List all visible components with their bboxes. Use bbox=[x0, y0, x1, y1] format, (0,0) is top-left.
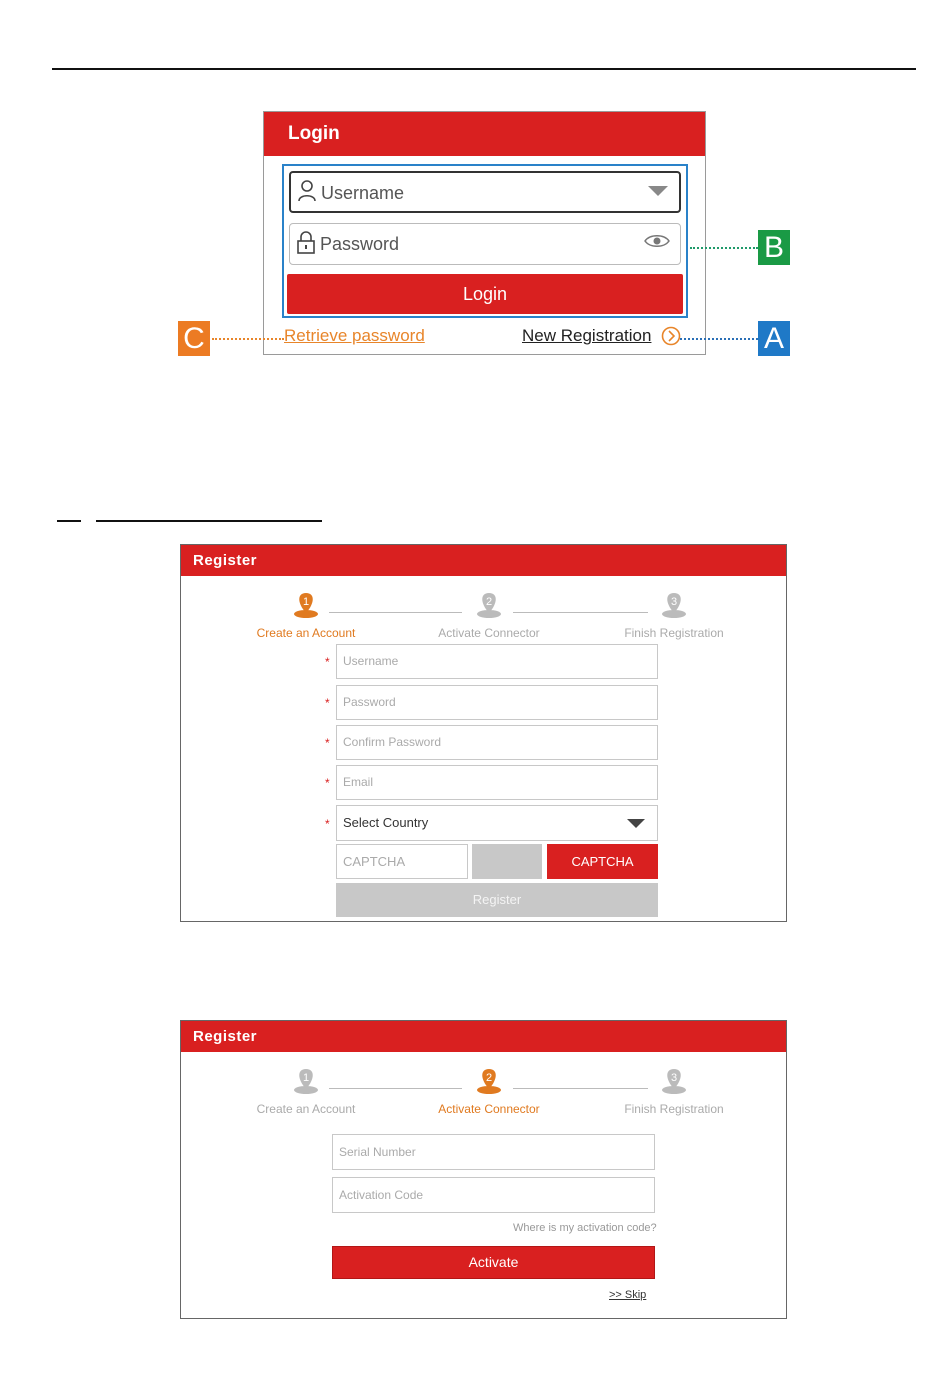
step-create-account bbox=[226, 1065, 386, 1116]
heading-rule-short bbox=[57, 520, 81, 522]
confirm-password-input[interactable]: Confirm Password bbox=[336, 725, 658, 760]
callout-c-line bbox=[212, 338, 284, 340]
step-label: Create an Account bbox=[256, 626, 356, 640]
step-marker-icon bbox=[226, 589, 386, 622]
svg-text:3: 3 bbox=[670, 596, 678, 608]
svg-text:3: 3 bbox=[670, 1072, 678, 1084]
callout-b-line bbox=[690, 247, 758, 249]
svg-text:1: 1 bbox=[302, 1072, 310, 1084]
required-mark: * bbox=[325, 655, 330, 669]
required-mark: * bbox=[325, 817, 330, 831]
username-placeholder: Username bbox=[321, 183, 405, 203]
captcha-input[interactable]: CAPTCHA bbox=[336, 844, 468, 879]
register-panel-step1 bbox=[180, 544, 787, 922]
skip-link[interactable]: >> Skip bbox=[609, 1289, 647, 1301]
callout-a-line bbox=[680, 338, 758, 340]
step-label: Finish Registration bbox=[624, 1102, 724, 1116]
activation-code-help-link[interactable]: Where is my activation code? bbox=[513, 1222, 657, 1234]
step-label: Activate Connector bbox=[438, 1102, 540, 1116]
captcha-refresh-button[interactable]: CAPTCHA bbox=[547, 844, 658, 879]
step-activate-connector bbox=[409, 589, 569, 640]
captcha-image bbox=[472, 844, 542, 879]
svg-text:1: 1 bbox=[302, 596, 310, 608]
step-marker-icon bbox=[409, 589, 569, 622]
required-mark: * bbox=[325, 736, 330, 750]
step-finish-registration bbox=[594, 589, 754, 640]
step-marker-icon bbox=[226, 1065, 386, 1098]
required-mark: * bbox=[325, 696, 330, 710]
step-marker-icon bbox=[594, 589, 754, 622]
step-marker-icon bbox=[594, 1065, 754, 1098]
password-field[interactable] bbox=[289, 223, 681, 265]
login-button[interactable]: Login bbox=[287, 274, 683, 314]
register-button[interactable]: Register bbox=[336, 883, 658, 917]
svg-text:2: 2 bbox=[485, 596, 493, 608]
login-panel bbox=[263, 111, 706, 355]
register-title: Register bbox=[181, 1021, 786, 1052]
step-label: Create an Account bbox=[256, 1102, 356, 1116]
chevron-down-icon[interactable] bbox=[647, 182, 669, 203]
step-marker-icon bbox=[409, 1065, 569, 1098]
heading-rule-long bbox=[96, 520, 322, 522]
chevron-down-icon bbox=[627, 819, 645, 828]
step-label: Finish Registration bbox=[624, 626, 724, 640]
country-select[interactable] bbox=[336, 805, 658, 841]
step-finish-registration bbox=[594, 1065, 754, 1116]
password-placeholder: Password bbox=[320, 234, 400, 254]
callout-c-label: C bbox=[178, 321, 210, 356]
login-title: Login bbox=[264, 112, 705, 156]
lock-icon bbox=[296, 231, 316, 260]
new-registration-link[interactable]: New Registration bbox=[522, 326, 652, 345]
callout-a-label: A bbox=[758, 321, 790, 356]
username-input[interactable]: Username bbox=[336, 644, 658, 679]
step-create-account bbox=[226, 589, 386, 640]
user-icon bbox=[297, 180, 317, 207]
activate-button[interactable]: Activate bbox=[332, 1246, 655, 1279]
required-mark: * bbox=[325, 776, 330, 790]
top-rule bbox=[52, 68, 916, 70]
serial-number-input[interactable]: Serial Number bbox=[332, 1134, 655, 1170]
password-input[interactable]: Password bbox=[336, 685, 658, 720]
username-field[interactable] bbox=[289, 171, 681, 213]
step-label: Activate Connector bbox=[438, 626, 540, 640]
country-select-value: Select Country bbox=[343, 815, 429, 830]
svg-text:2: 2 bbox=[485, 1072, 493, 1084]
activation-code-input[interactable]: Activation Code bbox=[332, 1177, 655, 1213]
register-title: Register bbox=[181, 545, 786, 576]
eye-icon[interactable] bbox=[644, 233, 670, 254]
login-form-highlight bbox=[282, 164, 688, 318]
step-activate-connector bbox=[409, 1065, 569, 1116]
arrow-circle-icon[interactable] bbox=[661, 326, 681, 351]
register-panel-step2 bbox=[180, 1020, 787, 1319]
retrieve-password-link[interactable]: Retrieve password bbox=[284, 326, 425, 345]
email-input[interactable]: Email bbox=[336, 765, 658, 800]
callout-b-label: B bbox=[758, 230, 790, 265]
